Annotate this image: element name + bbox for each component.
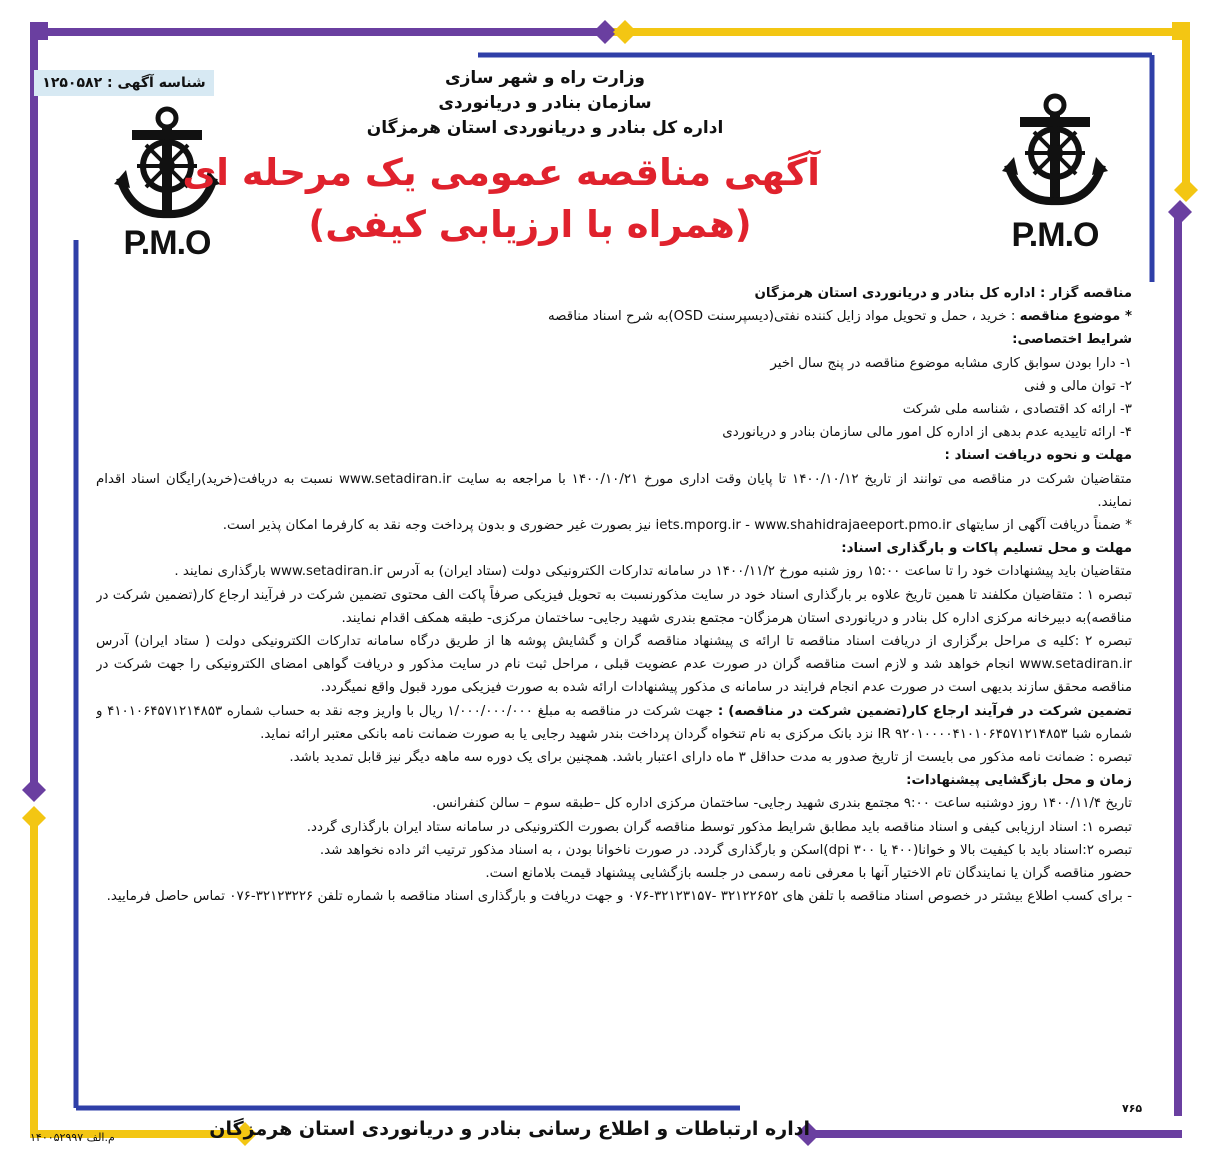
- opening-text: تاریخ ۱۴۰۰/۱۱/۴ روز دوشنبه ساعت ۹:۰۰ مجتمع بندری شهید رجایی- ساختمان مرکزی اداره کل –طبقه سوم – سالن کنفرانس.: [432, 796, 1132, 812]
- tender-body: [96, 282, 1132, 1106]
- pmo-logo-right: [1000, 86, 1110, 255]
- submission-note-2: تبصره ۲ :کلیه ی مراحل برگزاری از دریافت اسناد مناقصه تا ارائه ی پیشنهاد مناقصه گران و گشایش پوشه ها از طریق درگاه سامانه تدارکات الکترونیکی دولت ( ستاد ایران) آدرس www.setadiran.ir انجام خواهد شد و لازم است مناقصه گران در صورت عدم عضویت قبلی ، مراحل ثبت نام در سایت مذکور و دریافت گواهی امضای الکترونیکی را جهت شرکت در مناقصه محقق سازند بدیهی است در صورت عدم انجام فرایند در سامانه ی مذکور پیشنهادات ارائه شده به صورت فیزیکی مورد قبول واقع نمیگردد.: [96, 634, 1132, 696]
- deadline-note: * ضمناً دریافت آگهی از سایتهای iets.mporg.ir - www.shahidrajaeeport.pmo.ir نیز بصورت غیر حضوری و بدون پرداخت وجه نقد به کارفرما امکان پذیر است.: [222, 518, 1132, 534]
- attendance-line: حضور مناقصه گران یا نمایندگان تام الاختیار آنها با معرفی نامه رسمی در جلسه بازگشایی پیشنهاد قیمت بلامانع است.: [485, 866, 1132, 882]
- guarantee-note: تبصره : ضمانت نامه مذکور می بایست از تاریخ صدور به مدت حداقل ۳ ماه دارای اعتبار باشد. همچنین برای یک دوره سه ماهه دیگر نیز قابل تمدید باشد.: [289, 750, 1132, 766]
- subject-line: [96, 305, 1132, 328]
- submission-note-1: تبصره ۱ : متقاضیان مکلفند تا همین تاریخ علاوه بر بارگذاری اسناد خود در سایت مذکورنسبت به تحویل فیزیکی صرفاً پاکت الف محتوی تضمین شرکت در فرآیند ارجاع کار(تضمین شرکت در مناقصه)به دبیرخانه مرکزی اداره کل بنادر و دریانوردی استان هرمزگان- مجتمع بندری شهید رجایی- ساختمان مرکزی- طبقه همکف اقدام نمایند.: [96, 587, 1132, 626]
- pmo-logo-text: P.M.O: [123, 224, 211, 262]
- organization-line: سازمان بنادر و دریانوردی: [438, 93, 652, 113]
- condition-item: ۲- توان مالی و فنی: [1024, 378, 1132, 394]
- submission-title: مهلت و محل تسلیم پاکات و بارگذاری اسناد:: [841, 541, 1132, 557]
- contact-line: - برای کسب اطلاع بیشتر در خصوص اسناد مناقصه با تلفن های ۳۲۱۲۲۶۵۲ -۳۲۱۲۳۱۵۷-۰۷۶ و جهت دریافت و بارگذاری اسناد مناقصه با شماره تلفن ۳۲۱۲۳۲۲۶-۰۷۶ تماس حاصل فرمایید.: [106, 889, 1132, 905]
- tender-subtitle: (همراه با ارزیابی کیفی): [308, 203, 752, 246]
- opening-title: زمان و محل بازگشایی پیشنهادات:: [906, 773, 1132, 789]
- condition-item: ۳- ارائه کد اقتصادی ، شناسه ملی شرکت: [902, 402, 1132, 418]
- deadline-title: مهلت و نحوه دریافت اسناد :: [944, 448, 1132, 464]
- guarantee-title: تضمین شرکت در فرآیند ارجاع کار(تضمین شرکت در مناقصه) :: [717, 703, 1132, 719]
- footer-publisher: اداره ارتباطات و اطلاع رسانی بنادر و دریانوردی استان هرمزگان: [209, 1118, 810, 1140]
- ad-id-badge: شناسه آگهی : ۱۲۵۰۵۸۲: [34, 70, 214, 96]
- organizer-line: مناقصه گزار : اداره کل بنادر و دریانوردی استان هرمزگان: [754, 286, 1132, 301]
- condition-item: ۱- دارا بودن سوابق کاری مشابه موضوع مناقصه در پنج سال اخیر: [770, 355, 1132, 371]
- opening-note-1: تبصره ۱: اسناد ارزیابی کیفی و اسناد مناقصه باید مطابق شرایط مذکور توسط مناقصه گران بصورت الکترونیکی در سامانه ستاد ایران بارگذاری گردد.: [306, 819, 1132, 835]
- anchor-icon: [1000, 86, 1110, 216]
- opening-note-2: تبصره ۲:اسناد باید با کیفیت بالا و خوانا(۴۰۰ یا ۳۰۰ dpi)اسکن و بارگذاری گردد. در صورت ناخوانا بودن ، به اسناد مذکور ترتیب اثر داده نخواهد شد.: [319, 842, 1132, 858]
- submission-text: متقاضیان باید پیشنهادات خود را تا ساعت ۱۵:۰۰ روز شنبه مورخ ۱۴۰۰/۱۱/۲ در سامانه تدارکات الکترونیکی دولت (ستاد ایران) به آدرس www.setadiran.ir بارگذاری نمایند .: [174, 564, 1132, 580]
- subject-text: : خرید ، حمل و تحویل مواد زایل کننده نفتی(دیسپرسنت OSD)به شرح اسناد مناقصه: [548, 309, 1020, 325]
- special-conditions-title: شرایط اختصاصی:: [1012, 332, 1132, 348]
- deadline-text: متقاضیان شرکت در مناقصه می توانند از تاریخ ۱۴۰۰/۱۰/۱۲ تا پایان وقت اداری مورخ ۱۴۰۰/۱۰/۲۱ با مراجعه به سایت www.setadiran.ir نسبت به دریافت(خرید)رایگان اسناد اقدام نمایند.: [96, 471, 1132, 510]
- pmo-logo-text: P.M.O: [1011, 216, 1099, 254]
- subject-label: * موضوع مناقصه: [1019, 309, 1132, 325]
- condition-item: ۴- ارائه تاییدیه عدم بدهی از اداره کل امور مالی سازمان بنادر و دریانوردی: [722, 425, 1132, 441]
- page-number: ۷۶۵: [1122, 1102, 1143, 1115]
- ministry-header: [330, 66, 760, 141]
- ministry-line: وزارت راه و شهر سازی: [445, 68, 645, 88]
- guarantee-text: جهت شرکت در مناقصه به مبلغ ۱/۰۰۰/۰۰۰/۰۰۰ ریال با واریز وجه نقد به حساب شماره ۴۱۰۱۰۶۴۵۷۱۲۱۴۸۵۳ و شماره شبا IR ۹۲۰۱۰۰۰۰۴۱۰۱۰۶۴۵۷۱۲۱۴۸۵۳ نزد بانک مرکزی به نام تنخواه گردان پرداخت بندر شهید رجایی یا به صورت ضمانت نامه بانکی معتبر ارائه نماید.: [96, 703, 1132, 742]
- guarantee-paragraph: [96, 700, 1132, 746]
- directorate-line: اداره کل بنادر و دریانوردی استان هرمزگان: [366, 118, 724, 138]
- tender-title: آگهی مناقصه عمومی یک مرحله ای: [182, 151, 820, 194]
- side-code: م.الف ۱۴۰۰۵۲۹۹۷: [30, 1131, 115, 1144]
